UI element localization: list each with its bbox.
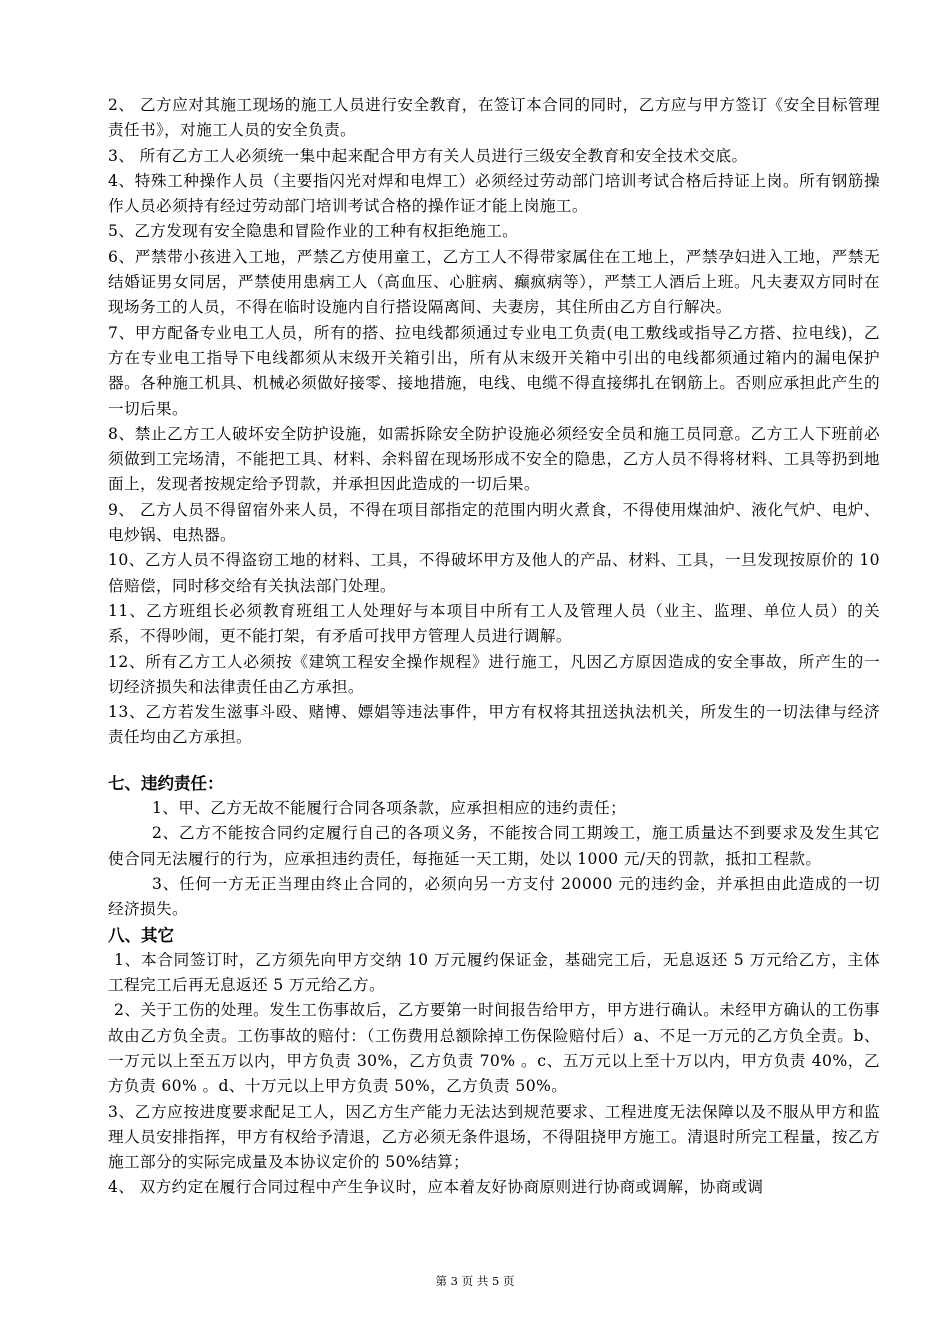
safety-item-12: 12、所有乙方工人必须按《建筑工程安全操作规程》进行施工，凡因乙方原因造成的安全事故，所产生的一切经济损失和法律责任由乙方承担。 xyxy=(108,652,880,696)
safety-item-5: 5、乙方发现有安全隐患和冒险作业的工种有权拒绝施工。 xyxy=(108,222,519,241)
section7-item-2: 2、乙方不能按合同约定履行自己的各项义务，不能按合同工期竣工，施工质量达不到要求及发生其它使合同无法履行的行为，应承担违约责任，每拖延一天工期，处以 1000 元/天的罚款，抵扣工程款。 xyxy=(108,824,880,868)
section8-item-4: 4、 双方约定在履行合同过程中产生争议时，应本着友好协商原则进行协商或调解，协商或调 xyxy=(108,1178,764,1197)
safety-item-6: 6、严禁带小孩进入工地，严禁乙方使用童工，乙方工人不得带家属住在工地上，严禁孕妇进入工地，严禁无结婚证男女同居，严禁使用患病工人（高血压、心脏病、癫疯病等），严禁工人酒后上班。凡夫妻双方同时在现场务工的人员，不得在临时设施内自行搭设隔离间、夫妻房，其住所由乙方自行解决。 xyxy=(108,247,880,317)
page-number-footer: 第 3 页 共 5 页 xyxy=(435,1274,515,1288)
safety-item-13: 13、乙方若发生滋事斗殴、赌博、嫖娼等违法事件，甲方有权将其扭送执法机关，所发生的一切法律与经济责任均由乙方承担。 xyxy=(108,703,880,747)
safety-item-2: 2、 乙方应对其施工现场的施工人员进行安全教育，在签订本合同的同时，乙方应与甲方签订《安全目标管理责任书》，对施工人员的安全负责。 xyxy=(108,96,880,140)
safety-item-9: 9、 乙方人员不得留宿外来人员，不得在项目部指定的范围内明火煮食，不得使用煤油炉、液化气炉、电炉、电炒锅、电热器。 xyxy=(108,500,880,545)
safety-item-11: 11、乙方班组长必须教育班组工人处理好与本项目中所有工人及管理人员（业主、监理、单位人员）的关系，不得吵闹，更不能打架，有矛盾可找甲方管理人员进行调解。 xyxy=(108,601,880,646)
safety-item-7: 7、甲方配备专业电工人员，所有的搭、拉电线都须通过专业电工负责(电工敷线或指导乙方搭、拉电线)，乙方在专业电工指导下电线都须从末级开关箱引出，所有从末级开关箱中引出的电线都须通过箱内的漏电保护器。各种施工机具、机械必须做好接零、接地措施，电线、电缆不得直接绑扎在钢筋上。否则应承担此产生的一切后果。 xyxy=(108,323,880,418)
document-body xyxy=(108,93,880,1201)
section7-item-1: 1、甲、乙方无故不能履行合同各项条款，应承担相应的违约责任； xyxy=(152,799,627,818)
section8-item-2: 2、关于工伤的处理。发生工伤事故后，乙方要第一时间报告给甲方，甲方进行确认。未经甲方确认的工伤事故由乙方负全责。工伤事故的赔付：（工伤费用总额除掉工伤保险赔付后）a、不足一万元的乙方负全责。b、一万元以上至五万以内，甲方负责 30%，乙方负责 70% 。c、五万元以上至十万以内，甲方负责 40%，乙方负责 60% 。d、十万元以上甲方负责 50%，乙方负责 50%。 xyxy=(108,1001,880,1096)
safety-item-4: 4、特殊工种操作人员（主要指闪光对焊和电焊工）必须经过劳动部门培训考试合格后持证上岗。所有钢筋操作人员必须持有经过劳动部门培训考试合格的操作证才能上岗施工。 xyxy=(108,171,880,216)
safety-item-3: 3、 所有乙方工人必须统一集中起来配合甲方有关人员进行三级安全教育和安全技术交底。 xyxy=(108,146,748,165)
safety-item-10: 10、乙方人员不得盗窃工地的材料、工具，不得破坏甲方及他人的产品、材料、工具，一旦发现按原价的 10 倍赔偿，同时移交给有关执法部门处理。 xyxy=(108,551,880,595)
section7-heading: 七、违约责任： xyxy=(108,773,224,793)
section8-item-1: 1、本合同签订时，乙方须先向甲方交纳 10 万元履约保证金，基础完工后，无息返还 5 万元给乙方，主体工程完工后再无息返还 5 万元给乙方。 xyxy=(108,950,880,995)
safety-item-8: 8、禁止乙方工人破坏安全防护设施，如需拆除安全防护设施必须经安全员和施工员同意。乙方工人下班前必须做到工完场清，不能把工具、材料、余料留在现场形成不安全的隐患，乙方人员不得将材料、工具等扔到地面上，发现者按规定给予罚款，并承担因此造成的一切后果。 xyxy=(108,424,880,494)
section8-heading: 八、其它 xyxy=(108,925,174,945)
section7-item-3: 3、任何一方无正当理由终止合同的，必须向另一方支付 20000 元的违约金，并承担由此造成的一切经济损失。 xyxy=(108,874,880,919)
section-gap xyxy=(108,751,880,771)
section8-item-3: 3、乙方应按进度要求配足工人，因乙方生产能力无法达到规范要求、工程进度无法保障以及不服从甲方和监理人员安排指挥，甲方有权给予清退，乙方必须无条件退场，不得阻挠甲方施工。清退时所完工程量，按乙方施工部分的实际完成量及本协议定价的 50%结算； xyxy=(108,1102,880,1172)
